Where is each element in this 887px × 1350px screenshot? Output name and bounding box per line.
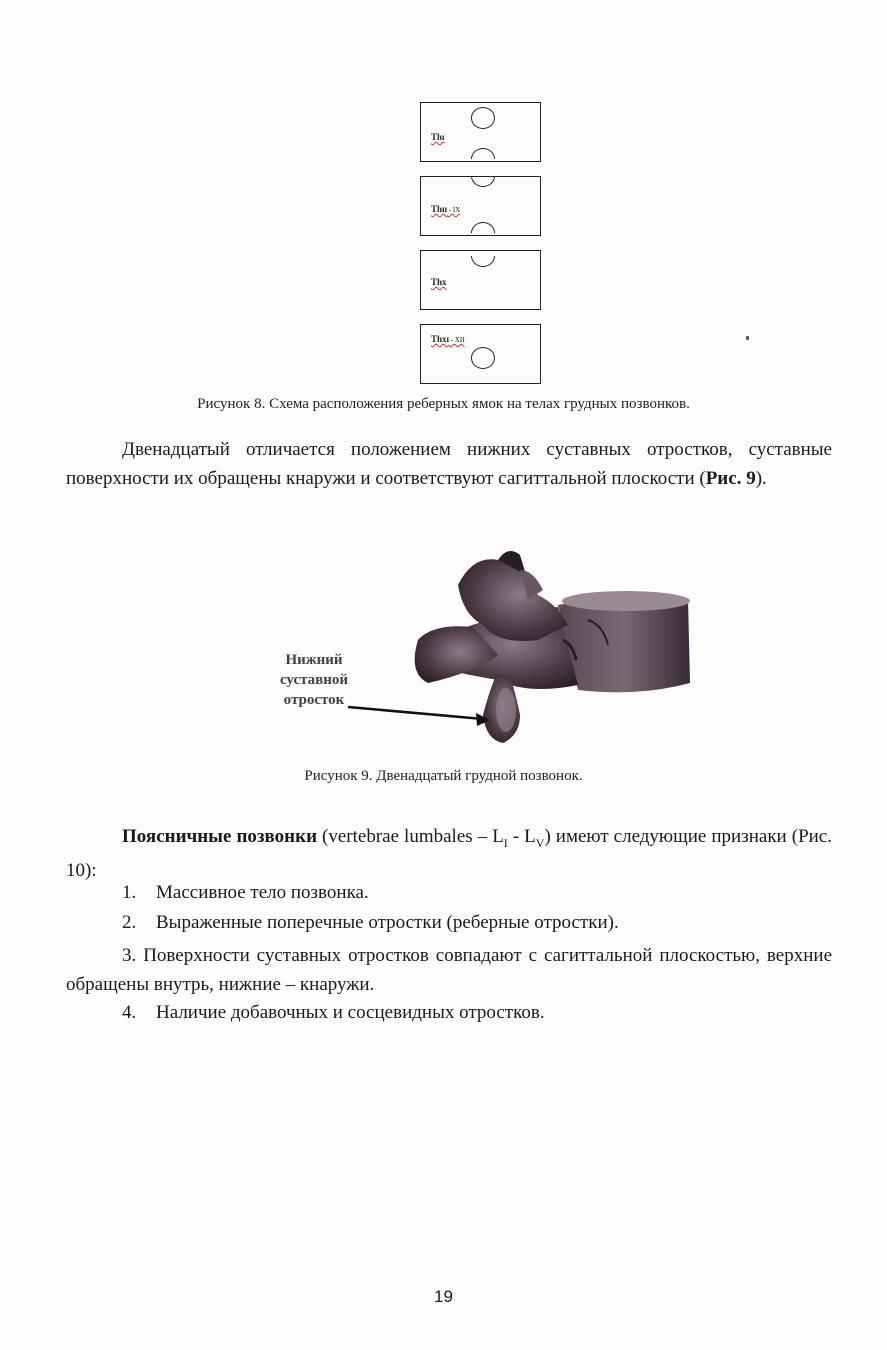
costal-fossa-full <box>471 245 495 267</box>
list-item: 4. Наличие добавочных и сосцевидных отростков. <box>122 1002 545 1023</box>
vertebra-label-4: Thxı - XII <box>431 334 465 344</box>
page-number: 19 <box>434 1287 453 1306</box>
list-item: 1. Массивное тело позвонка. <box>122 882 369 903</box>
costal-fossa-half <box>471 148 495 170</box>
vertebra-box-3 <box>420 250 541 310</box>
twelfth-thoracic-vertebra-image <box>258 545 708 750</box>
scan-speck <box>746 336 749 340</box>
vertebra-box-4 <box>420 324 541 384</box>
costal-fossa-half <box>471 222 495 244</box>
costal-fossa-half <box>471 165 495 187</box>
list-item: 2. Выраженные поперечные отростки (реберные отростки). <box>122 912 619 933</box>
paragraph-twelfth-vertebra: Двенадцатый отличается положением нижних суставных отростков, суставные поверхности их обращены кнаружи и соответствуют сагиттальной плоскости (Рис. 9). <box>66 439 832 489</box>
costal-fossa-full <box>471 107 495 129</box>
list-item: 3. Поверхности суставных отростков совпадают с сагиттальной плоскостью, верхние обращены внутрь, нижние – кнаружи. <box>66 945 832 995</box>
vertebra-box-2 <box>420 176 541 236</box>
figure-9-label: Нижний суставной отросток <box>279 652 349 708</box>
paragraph-lumbar-vertebrae: Поясничные позвонки (vertebrae lumbales – $L_I - L_V$) имеют следующие признаки (Рис. 10): <box>66 826 832 882</box>
figure-9-caption: Рисунок 9. Двенадцатый грудной позвонок. <box>304 768 583 784</box>
costal-fossa-full <box>471 347 495 369</box>
figure-8-caption: Рисунок 8. Схема расположения реберных ямок на телах грудных позвонков. <box>197 396 690 412</box>
vertebra-label-1: Thı <box>431 132 445 142</box>
vertebra-label-2: Thıı - IX <box>431 204 461 214</box>
vertebra-box-1 <box>420 102 541 162</box>
figure-9-reference: Рис. 9 <box>705 467 756 489</box>
vertebra-label-3: Thx <box>431 277 447 287</box>
